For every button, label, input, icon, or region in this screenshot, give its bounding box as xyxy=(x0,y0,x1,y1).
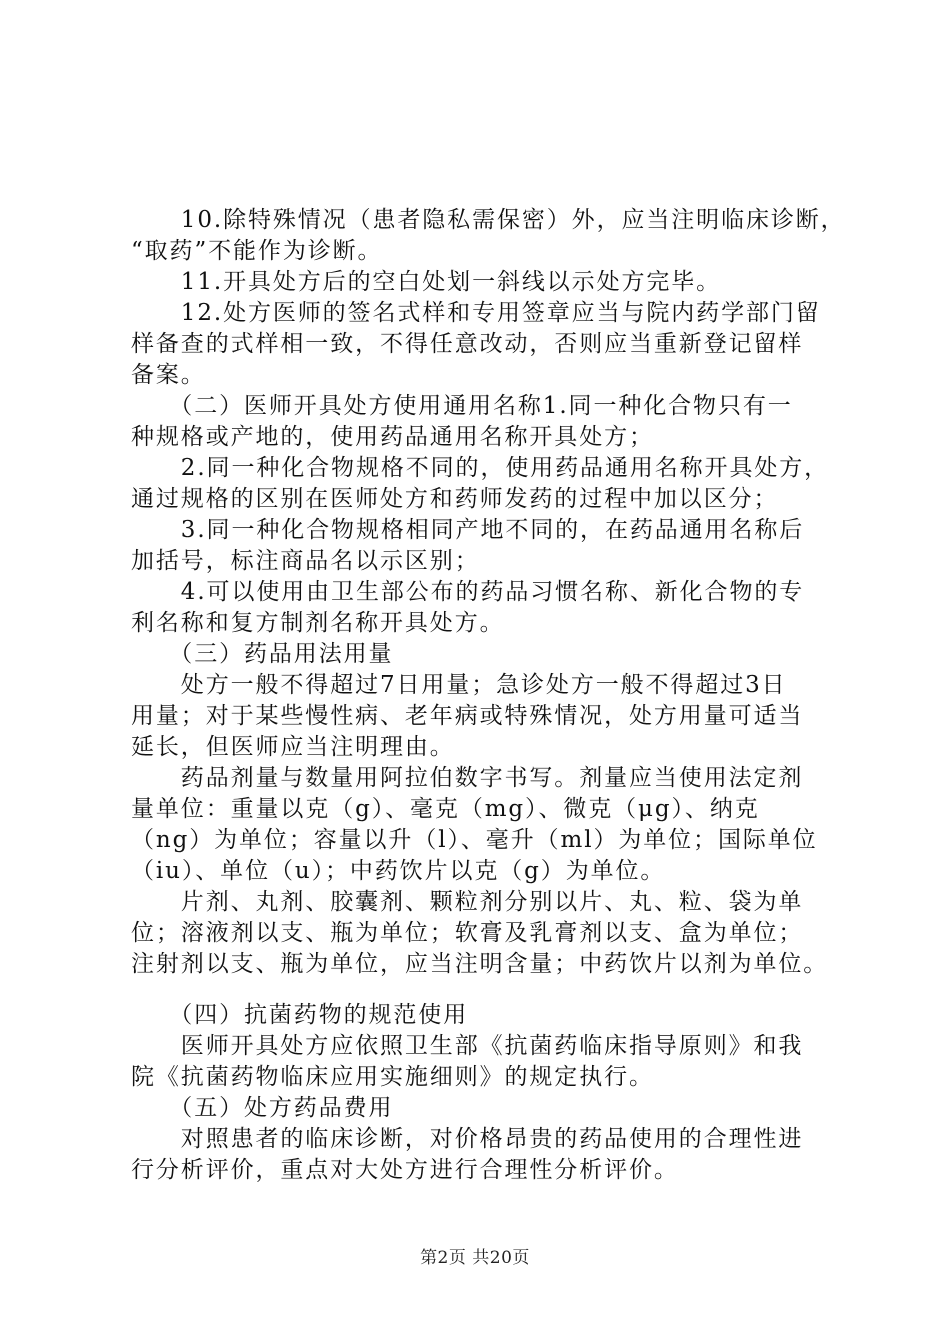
text-line: 4.可以使用由卫生部公布的药品习惯名称、新化合物的专 xyxy=(131,579,805,605)
text-line: 通过规格的区别在医师处方和药师发药的过程中加以区分； xyxy=(131,486,779,512)
text-line: 加括号，标注商品名以示区别； xyxy=(131,548,480,574)
text-line: （五）处方药品费用 xyxy=(131,1095,394,1121)
text-line: “取药”不能作为诊断。 xyxy=(131,238,383,264)
text-line: 院《抗菌药物临床应用实施细则》的规定执行。 xyxy=(131,1064,654,1090)
text-line: 用量；对于某些慢性病、老年病或特殊情况，处方用量可适当 xyxy=(131,703,804,729)
text-line: （二）医师开具处方使用通用名称1.同一种化合物只有一 xyxy=(131,393,793,419)
text-line: （四）抗菌药物的规范使用 xyxy=(131,1002,469,1028)
text-line: 处方一般不得超过7日用量；急诊处方一般不得超过3日 xyxy=(131,672,787,698)
paragraph-gap xyxy=(131,980,843,1000)
text-line: 片剂、丸剂、胶囊剂、颗粒剂分别以片、丸、粒、袋为单 xyxy=(131,889,804,915)
text-line: 医师开具处方应依照卫生部《抗菌药临床指导原则》和我 xyxy=(131,1033,804,1059)
text-line: 药品剂量与数量用阿拉伯数字书写。剂量应当使用法定剂 xyxy=(131,765,804,791)
text-line: 延长，但医师应当注明理由。 xyxy=(131,734,455,760)
text-line: 量单位：重量以克（g）、毫克（mg）、微克（μg）、纳克 xyxy=(131,796,760,822)
text-line: 行分析评价，重点对大处方进行合理性分析评价。 xyxy=(131,1157,679,1183)
text-line: 备案。 xyxy=(131,362,206,388)
text-line: 种规格或产地的，使用药品通用名称开具处方； xyxy=(131,424,654,450)
text-line: （iu）、单位（u）；中药饮片以克（g）为单位。 xyxy=(131,858,666,884)
text-line: 11.开具处方后的空白处划一斜线以示处方完毕。 xyxy=(131,269,722,295)
text-line: 对照患者的临床诊断，对价格昂贵的药品使用的合理性进 xyxy=(131,1126,804,1152)
text-line: 2.同一种化合物规格不同的，使用药品通用名称开具处方， xyxy=(131,455,830,481)
text-line: 位；溶液剂以支、瓶为单位；软膏及乳膏剂以支、盒为单位； xyxy=(131,920,804,946)
text-line: 12.处方医师的签名式样和专用签章应当与院内药学部门留 xyxy=(131,300,821,326)
document-body xyxy=(131,205,846,1186)
text-line: 样备查的式样相一致，不得任意改动，否则应当重新登记留样 xyxy=(131,331,804,357)
text-line: （ng）为单位；容量以升（l）、毫升（ml）为单位；国际单位 xyxy=(131,827,818,853)
text-line: 3.同一种化合物规格相同产地不同的，在药品通用名称后 xyxy=(131,517,805,543)
text-line: 注射剂以支、瓶为单位，应当注明含量；中药饮片以剂为单位。 xyxy=(131,951,829,977)
text-line: 10.除特殊情况（患者隐私需保密）外，应当注明临床诊断， xyxy=(131,207,846,233)
page-footer: 第2页 共20页 xyxy=(420,1248,530,1268)
text-line: 利名称和复方制剂名称开具处方。 xyxy=(131,610,505,636)
text-line: （三）药品用法用量 xyxy=(131,641,394,667)
